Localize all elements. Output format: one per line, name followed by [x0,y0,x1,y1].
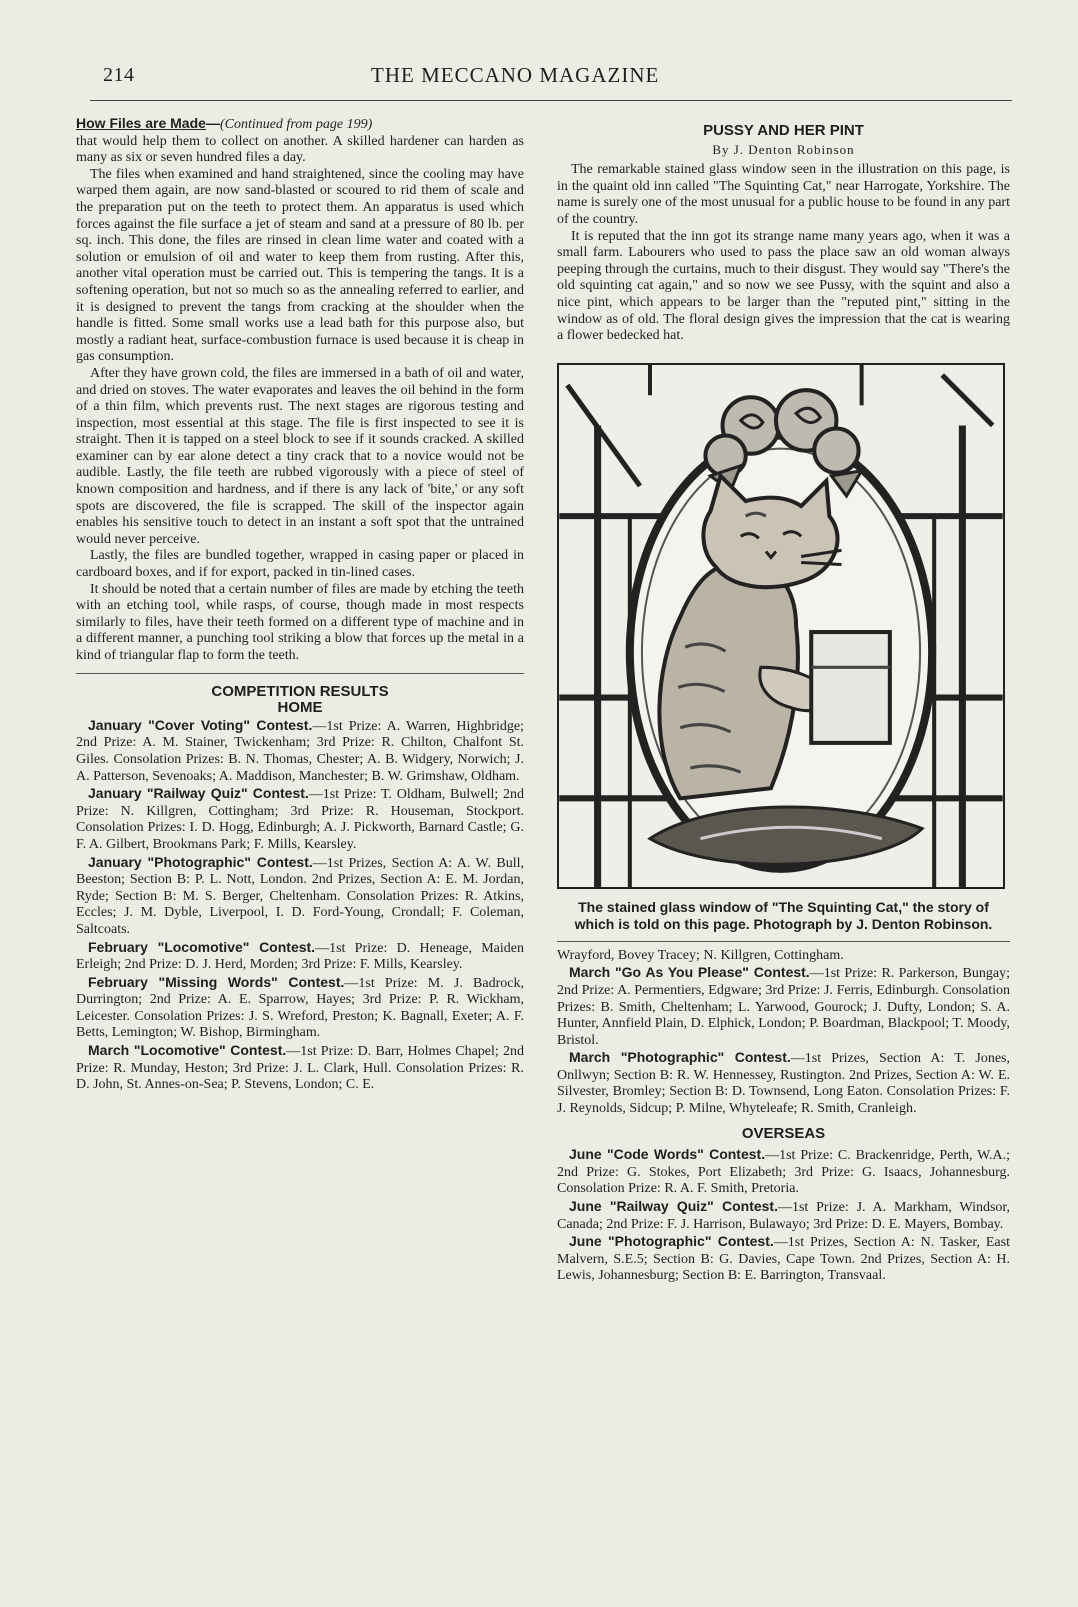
result-entry [557,1198,1010,1233]
contest-winners: —1st Prize: D. Heneage, Maiden Erleigh; 2nd Prize: D. J. Herd, Morden; 3rd Prize: F. Mills, Kearsley. [76,940,524,973]
files-paragraph: After they have grown cold, the files are immersed in a bath of oil and water, and dried on stoves. The water evaporates and leaves the oil behind in the form of a thin film, which prevents rust. The next stages are rigorous testing and inspection, most essential at this stage. The file is first inspected to see it is straight. Then it is tapped on a steel block to see if it sounds cracked. A skilled examiner can by ear alone detect a tiny crack that to a novice would not be audible. Lastly, the file teeth are rubbed vigorously with a piece of steel of known composition and hardness, and if there is any lack of 'bite,' or any soft spots are discovered, the file is scrapped. The skill of the inspector again enables his sensitive touch to detect in an instant a soft spot that the untrained would never perceive. [76,365,524,547]
right-column [557,115,1010,1285]
competition-title: COMPETITION RESULTS [211,682,389,700]
contest-winners: —1st Prize: A. Warren, Highbridge; 2nd Prize: A. M. Stainer, Twickenham; 3rd Prize: R. Chilton, Chalfont St. Giles. Consolation Prizes: B. N. Thomas, Chester; A. B. Widgery, Norwich; J. A. Patterson, Sevenoaks; A. Maddison, Manchester; B. W. Grimshaw, Oldham. [76,718,524,784]
pussy-paragraph: The remarkable stained glass window seen in the illustration on this page, is in the quaint old inn called "The Squinting Cat," near Harrogate, Yorkshire. The name is surely one of the most unusual for a public house to be found in any part of the country. [557,162,1010,227]
files-article-title: How Files are Made [76,115,206,131]
contest-winners: —1st Prizes, Section A: A. W. Bull, Beeston; Section B: P. L. Nott, London. 2nd Prizes, Section A: E. M. Jordan, Ryde; Section B: M. S. Berger, Cheltenham. Consolation Prizes: R. Atkins, Eccles; J. M. Dyble, Liverpool, I. D. Ford-Young, Crondall; F. Coleman, Saltcoats. [76,855,524,937]
page-number: 214 [103,64,135,86]
stained-glass-photo [557,363,1005,889]
home-heading: HOME [277,699,323,717]
contest-winners: —1st Prize: M. J. Badrock, Durrington; 2nd Prize: A. E. Sparrow, Hayes; 3rd Prize: P. R. Wickham, Leicester. Consolation Prizes: J. S. Wreford, Preston; K. Bagnall, Exeter; A. F. Betts, Lemington; W. Bishop, Birmingham. [76,975,524,1041]
contest-name: February "Locomotive" Contest. [88,938,316,955]
overseas-heading: OVERSEAS [741,1124,826,1142]
pussy-article-title: PUSSY AND HER PINT [703,122,864,139]
contest-name: June "Code Words" Contest. [569,1146,766,1163]
contest-winners: —1st Prize: T. Oldham, Bulwell; 2nd Prize: N. Killgren, Cottingham; 3rd Prize: R. Houseman, Stockport. Consolation Prizes: I. D. Hogg, Edinburgh; A. J. Pickworth, Barnard Castle; G. F. A. Gilbert, Brookmans Park; F. Mills, Kearsley. [76,787,525,852]
pussy-article-byline: By J. Denton Robinson [712,141,855,157]
contest-winners: —1st Prizes, Section A: T. Jones, Onllwyn; Section B: R. W. Hennessey, Rustington. 2nd Prizes, Section A: W. E. Silvester, Bromley; Section B: D. Townsend, Long Eaton. Consolation Prizes: F. J. Reynolds, Sidcup; P. Milne, Whyteleafe; R. Smith, Cranleigh. [557,1051,1010,1117]
continuation-text: Wrayford, Bovey Tracey; N. Killgren, Cottingham. [557,947,844,963]
contest-name: January "Cover Voting" Contest. [88,716,313,733]
result-entry [76,939,524,974]
files-article-continued: (Continued from page 199) [219,117,373,132]
result-entry [76,974,524,1042]
files-article-dash: — [205,115,220,131]
result-entry [76,785,524,853]
contest-name: January "Railway Quiz" Contest. [88,785,309,802]
contest-winners: —1st Prize: J. A. Markham, Windsor, Canada; 2nd Prize: F. J. Harrison, Bulawayo; 3rd Prize: D. E. Mayers, Bombay. [557,1200,1011,1232]
contest-name: February "Missing Words" Contest. [88,973,345,990]
result-entry [557,964,1010,1049]
result-entry [76,717,524,785]
competition-results-continued [557,948,1010,1285]
contest-name: June "Photographic" Contest. [569,1233,774,1250]
contest-name: January "Photographic" Contest. [88,853,313,870]
files-article-heading [76,115,524,134]
contest-winners: —1st Prizes, Section A: N. Tasker, East Malvern, S.E.5; Section B: G. Davies, Cape Town. 2nd Prizes, Section A: H. Lewis, Johannesburg; Section B: E. Barrington, Transvaal. [557,1235,1010,1284]
contest-winners: —1st Prize: R. Parkerson, Bungay; 2nd Prize: A. Permentiers, Edgware; 3rd Prize: J. Ferris, Edinburgh. Consolation Prizes: B. Smith, Cheltenham; L. Yarwood, Gourock; J. Dufty, London; S. A. Hunter, Annfield Plain, D. Elphick, London; P. Boardman, Blackpool; T. Moody, Bristol. [557,966,1010,1048]
files-paragraph: Lastly, the files are bundled together, wrapped in casing paper or placed in cardboard boxes, and if for export, packed in tin-lined cases. [76,548,524,581]
contest-winners: —1st Prize: D. Barr, Holmes Chapel; 2nd Prize: R. Munday, Heston; 3rd Prize: J. L. Clark, Hull. Consolation Prizes: R. D. John, St. Annes-on-Sea; P. Stevens, London; C. E. [76,1044,524,1093]
section-divider [76,673,524,674]
contest-name: March "Locomotive" Contest. [88,1042,287,1059]
result-entry [76,1042,524,1094]
result-entry [76,854,524,939]
figure-caption: The stained glass window of "The Squinting Cat," the story of which is told on this page. Photograph by J. Denton Robinson. [574,898,993,932]
contest-name: March "Go As You Please" Contest. [569,964,810,981]
contest-winners: —1st Prize: C. Brackenridge, Perth, W.A.; 2nd Prize: G. Stokes, Port Elizabeth; 3rd Prize: G. Isaacs, Johannesburg. Consolation Prize: R. A. F. Smith, Pretoria. [557,1148,1011,1197]
result-entry [557,1233,1010,1285]
magazine-title: THE MECCANO MAGAZINE [371,63,660,87]
left-column [76,115,524,1094]
caption-rule [557,941,1010,942]
contest-name: March "Photographic" Contest. [569,1049,791,1066]
result-entry [557,1049,1010,1117]
contest-name: June "Railway Quiz" Contest. [569,1198,778,1215]
competition-results [76,684,524,1094]
pussy-article [557,123,1010,942]
result-entry [557,1146,1010,1198]
files-paragraph: that would help them to collect on another. A skilled hardener can harden as many as six or seven hundred files a day. [76,133,524,166]
files-article [76,115,524,665]
files-paragraph: The files when examined and hand straightened, since the cooling may have warped them again, are now sand-blasted or scoured to rid them of scale and the preparation put on the teeth to protect them. An apparatus is used which forces against the file surface a jet of steam and sand at a pressure of 80 lb. per sq. inch. This done, the files are rinsed in clean lime water and coated with a solution or emulsion of oil and water to keep them from rusting. After this, another vital operation must be carried out. This is tempering the tangs. It is a softening operation, but not so much so as the annealing referred to earlier, and it is designed to prevent the tangs from cracking at the shoulder when the handle is fitted. Some small works use a lead bath for this purpose also, but mostly a radiant heat, surface-combustion furnace is used because it is cheap in gas consumption. [76,166,524,365]
pussy-paragraph: It is reputed that the inn got its strange name many years ago, when it was a small farm. Labourers who used to pass the place saw an old woman always peeping through the curtains, much to their disgust. They would say "There's the old squinting cat again," and so now we see Pussy, with the squint and also a nice pint, which appears to be larger than the "reputed pint," sitting in the window as of old. The floral design gives the impression that the cat is wearing a flower bedecked hat. [557,228,1010,344]
header-rule [90,100,1012,101]
files-paragraph: It should be noted that a certain number of files are made by etching the teeth with an etching tool, while rasps, of course, though made in most respects similarly to files, have their teeth formed on a different type of machine and in a different manner, a punching tool striking a blow that forces up the metal in a kind of triangular flap to form the teeth. [76,581,524,663]
stained-glass-cat-image [559,365,1003,887]
